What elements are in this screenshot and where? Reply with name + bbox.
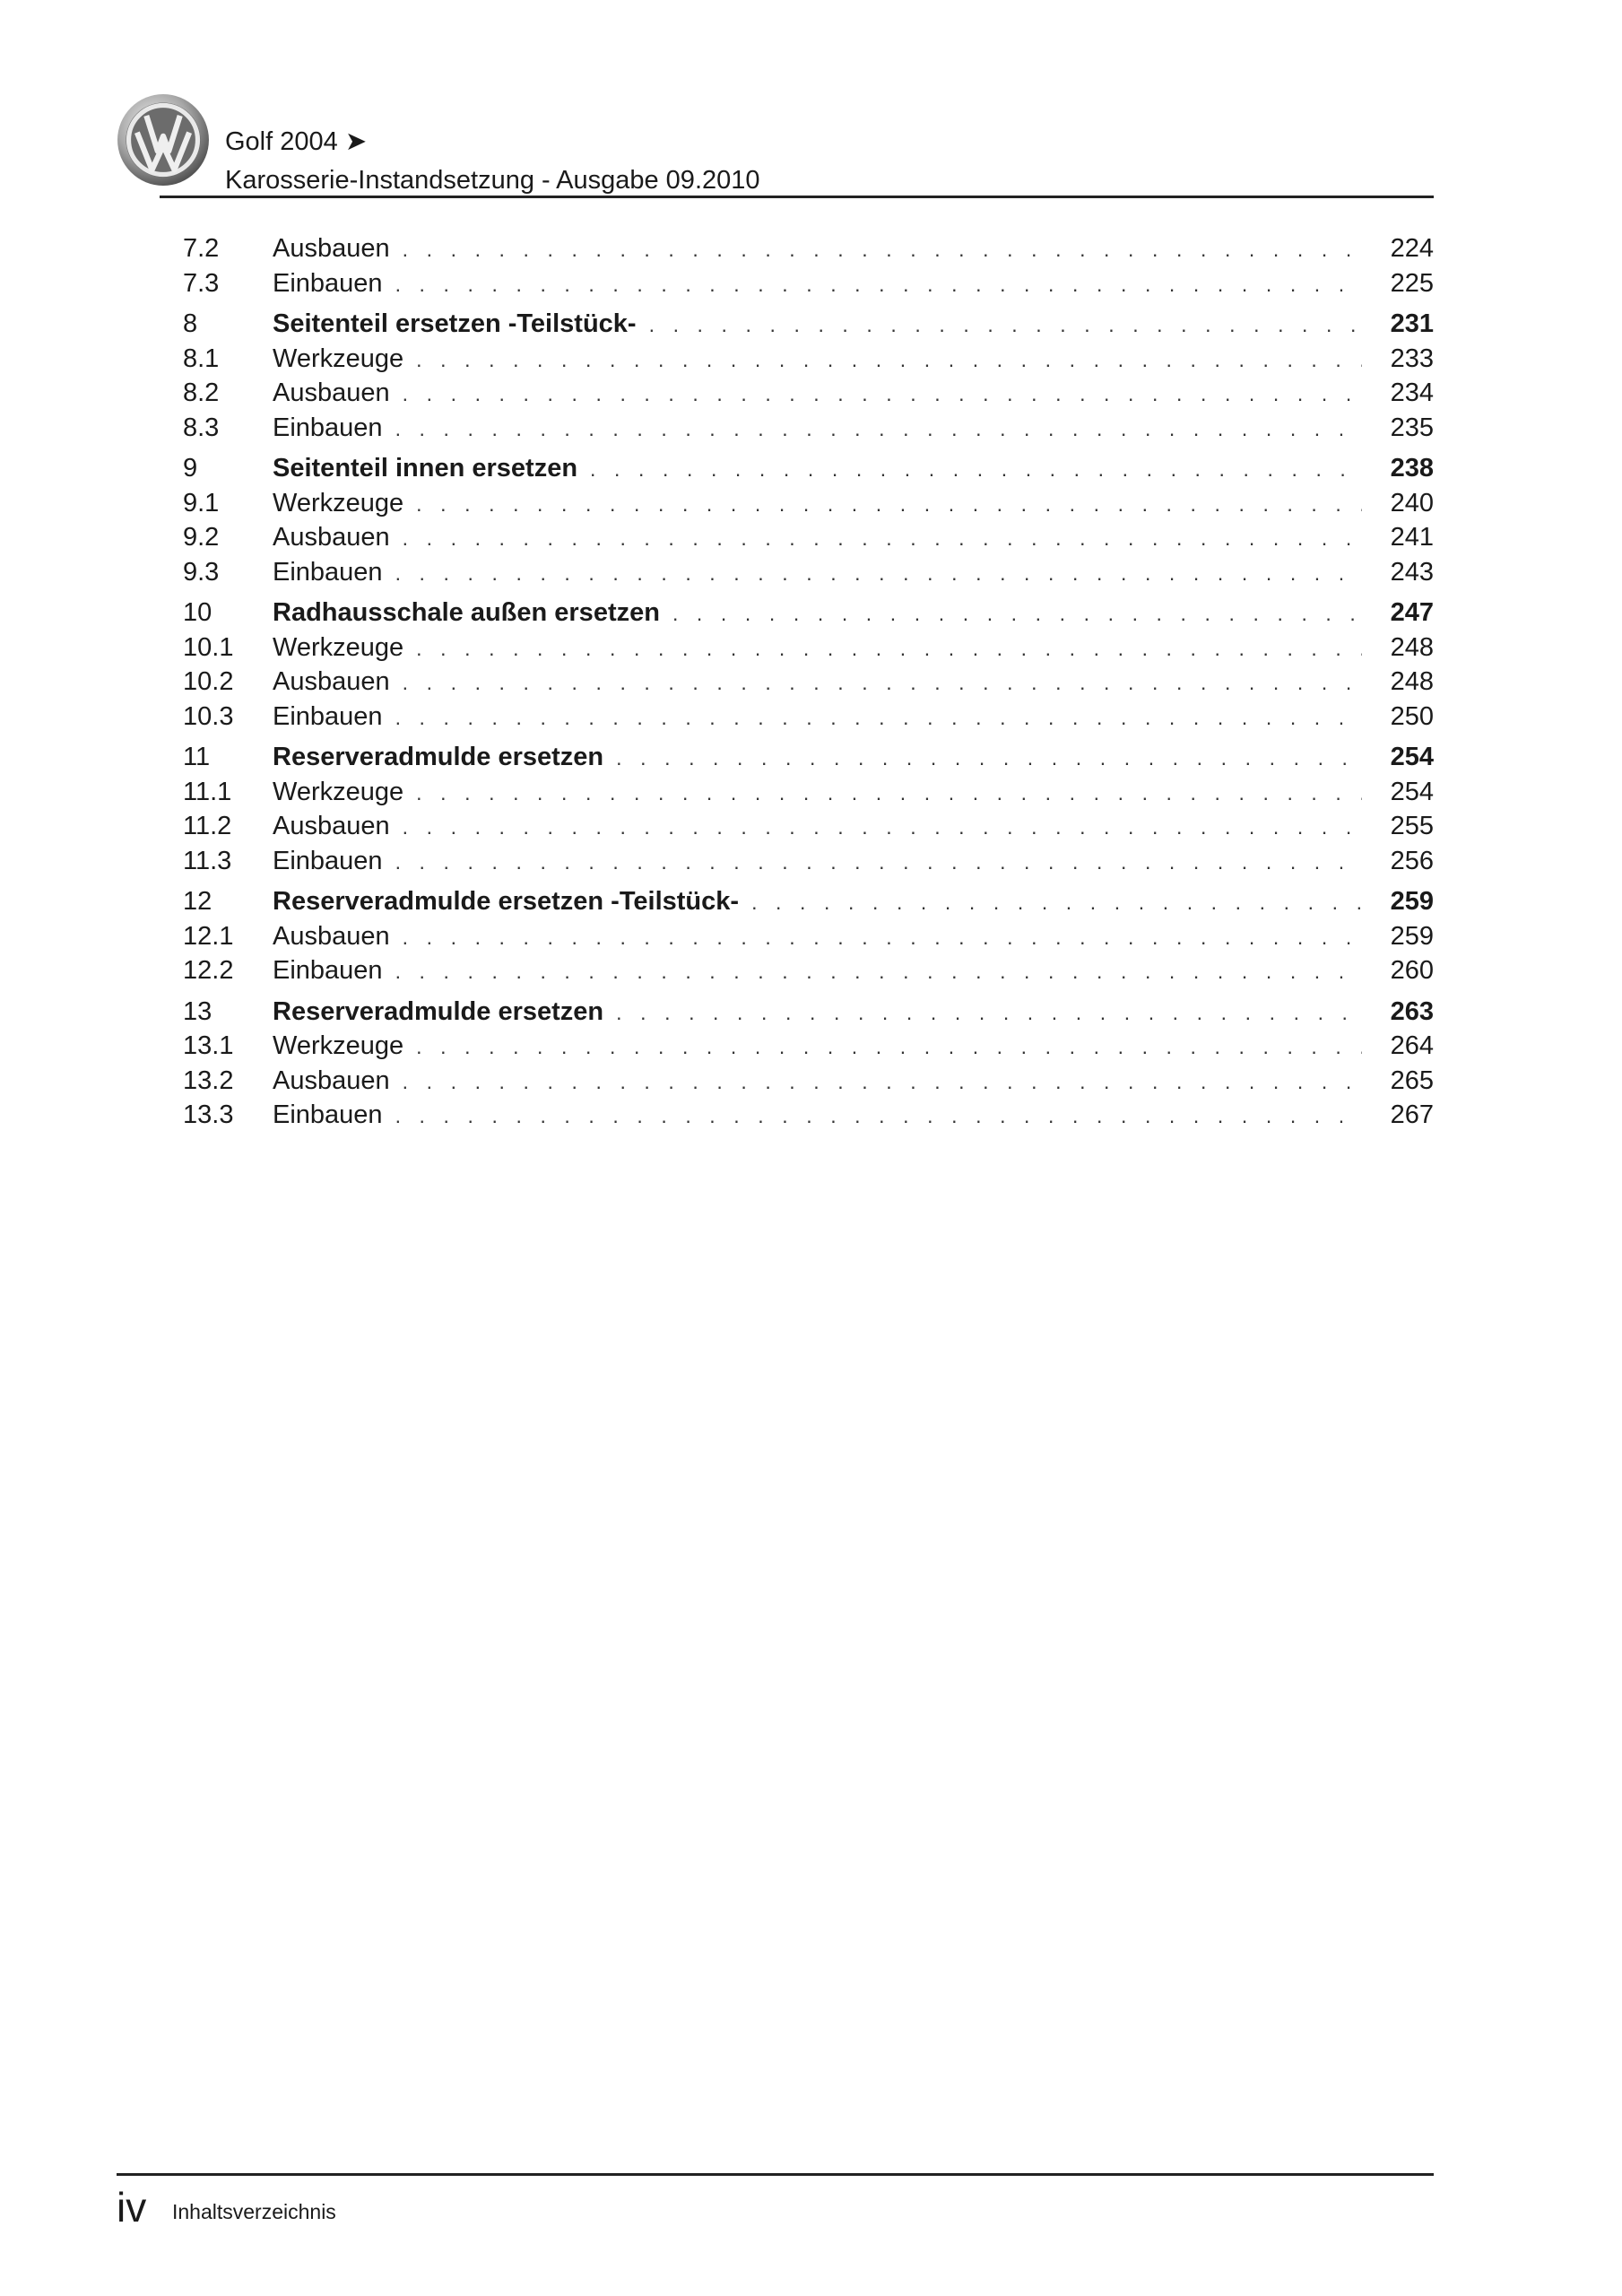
toc-entry-row[interactable] bbox=[183, 266, 1434, 301]
toc-entry-page[interactable]: 238 bbox=[1390, 454, 1434, 483]
toc-entry-row[interactable] bbox=[183, 555, 1434, 590]
toc-chapter-row[interactable] bbox=[183, 451, 1434, 486]
toc-chapter-row[interactable] bbox=[183, 884, 1434, 919]
toc-dot-leader bbox=[416, 631, 1362, 666]
toc-entry-title[interactable]: Einbauen bbox=[273, 268, 383, 298]
toc-entry-page[interactable]: 250 bbox=[1390, 701, 1434, 731]
toc-dot-leader bbox=[416, 343, 1362, 378]
toc-entry-page[interactable]: 256 bbox=[1390, 846, 1434, 875]
toc-entry-number: 13.1 bbox=[183, 1031, 234, 1060]
toc-entry-page[interactable]: 247 bbox=[1390, 598, 1434, 627]
header-divider bbox=[160, 196, 1434, 198]
toc-entry-number: 8 bbox=[183, 309, 198, 338]
footer-divider bbox=[117, 2173, 1434, 2176]
toc-entry-page[interactable]: 243 bbox=[1390, 557, 1434, 587]
toc-entry-title[interactable]: Reserveradmulde ersetzen bbox=[273, 743, 604, 771]
toc-entry-title[interactable]: Ausbauen bbox=[273, 378, 390, 407]
toc-entry-page[interactable]: 235 bbox=[1390, 413, 1434, 442]
toc-entry-title[interactable]: Einbauen bbox=[273, 701, 383, 731]
toc-entry-number: 8.2 bbox=[183, 378, 220, 407]
toc-dot-leader bbox=[416, 487, 1362, 522]
toc-entry-number: 12.1 bbox=[183, 921, 234, 951]
toc-entry-page[interactable]: 259 bbox=[1390, 887, 1434, 916]
toc-entry-title[interactable]: Werkzeuge bbox=[273, 488, 404, 517]
toc-entry-title[interactable]: Ausbauen bbox=[273, 1065, 390, 1095]
toc-entry-page[interactable]: 260 bbox=[1390, 956, 1434, 985]
toc-entry-title[interactable]: Einbauen bbox=[273, 413, 383, 442]
toc-entry-title[interactable]: Seitenteil ersetzen -Teilstück- bbox=[273, 309, 637, 338]
toc-entry-number: 7.3 bbox=[183, 268, 220, 298]
toc-entry-row[interactable] bbox=[183, 809, 1434, 844]
toc-dot-leader bbox=[403, 377, 1362, 412]
toc-entry-number: 9.1 bbox=[183, 488, 220, 517]
toc-entry-page[interactable]: 248 bbox=[1390, 632, 1434, 662]
toc-dot-leader bbox=[672, 596, 1362, 631]
toc-entry-row[interactable] bbox=[183, 342, 1434, 377]
toc-dot-leader bbox=[395, 954, 1362, 989]
toc-entry-title[interactable]: Ausbauen bbox=[273, 523, 390, 552]
toc-entry-page[interactable]: 233 bbox=[1390, 344, 1434, 373]
toc-dot-leader bbox=[403, 810, 1362, 845]
toc-chapter-row[interactable] bbox=[183, 596, 1434, 631]
toc-entry-page[interactable]: 267 bbox=[1390, 1100, 1434, 1129]
toc-entry-number: 12.2 bbox=[183, 956, 234, 985]
toc-entry-page[interactable]: 265 bbox=[1390, 1065, 1434, 1095]
header-model-line bbox=[225, 129, 367, 155]
toc-entry-title[interactable]: Einbauen bbox=[273, 557, 383, 587]
toc-entry-title[interactable]: Ausbauen bbox=[273, 812, 390, 840]
toc-dot-leader bbox=[403, 1065, 1362, 1100]
toc-dot-leader bbox=[616, 996, 1362, 1031]
toc-dot-leader bbox=[416, 776, 1362, 811]
toc-entry-title[interactable]: Einbauen bbox=[273, 956, 383, 985]
toc-dot-leader bbox=[395, 267, 1362, 302]
toc-entry-number: 9 bbox=[183, 454, 198, 483]
toc-entry-page[interactable]: 234 bbox=[1390, 378, 1434, 407]
toc-entry-title[interactable]: Einbauen bbox=[273, 846, 383, 875]
toc-entry-title[interactable]: Ausbauen bbox=[273, 667, 390, 696]
toc-entry-row[interactable] bbox=[183, 1098, 1434, 1133]
toc-chapter-row[interactable] bbox=[183, 995, 1434, 1030]
footer-page-number: iv bbox=[117, 2184, 147, 2231]
toc-entry-title[interactable]: Werkzeuge bbox=[273, 777, 404, 806]
arrow-right-icon: ➤ bbox=[344, 127, 368, 156]
toc-entry-row[interactable] bbox=[183, 520, 1434, 555]
toc-chapter-row[interactable] bbox=[183, 740, 1434, 775]
toc-entry-number: 10 bbox=[183, 598, 213, 627]
toc-entry-number: 9.2 bbox=[183, 523, 220, 552]
toc-entry-number: 13.3 bbox=[183, 1100, 234, 1129]
toc-entry-title[interactable]: Werkzeuge bbox=[273, 632, 404, 662]
toc-entry-page[interactable]: 264 bbox=[1390, 1031, 1434, 1060]
toc-dot-leader bbox=[616, 741, 1362, 776]
toc-entry-title[interactable]: Ausbauen bbox=[273, 234, 390, 263]
toc-chapter-row[interactable] bbox=[183, 307, 1434, 342]
toc-dot-leader bbox=[395, 1099, 1362, 1134]
toc-entry-title[interactable]: Reserveradmulde ersetzen -Teilstück- bbox=[273, 887, 740, 916]
toc-entry-title[interactable]: Radhausschale außen ersetzen bbox=[273, 598, 660, 627]
toc-dot-leader bbox=[403, 920, 1362, 955]
toc-entry-number: 10.1 bbox=[183, 632, 234, 662]
toc-entry-number: 11.3 bbox=[183, 846, 232, 875]
toc-entry-page[interactable]: 263 bbox=[1390, 996, 1434, 1026]
toc-entry-row[interactable] bbox=[183, 844, 1434, 879]
toc-entry-number: 7.2 bbox=[183, 234, 220, 263]
toc-entry-title[interactable]: Reserveradmulde ersetzen bbox=[273, 996, 604, 1026]
toc-dot-leader bbox=[395, 556, 1362, 591]
header-model: Golf 2004 bbox=[225, 127, 338, 156]
toc-entry-title[interactable]: Werkzeuge bbox=[273, 1031, 404, 1060]
toc-entry-row[interactable] bbox=[183, 376, 1434, 411]
vw-logo-icon bbox=[117, 93, 210, 187]
toc-entry-row[interactable] bbox=[183, 231, 1434, 266]
toc-dot-leader bbox=[403, 665, 1362, 700]
toc-dot-leader bbox=[590, 452, 1362, 487]
toc-entry-row[interactable] bbox=[183, 919, 1434, 954]
toc-entry-page[interactable]: 255 bbox=[1390, 812, 1434, 840]
toc-entry-number: 10.3 bbox=[183, 701, 234, 731]
toc-entry-number: 9.3 bbox=[183, 557, 220, 587]
toc-entry-row[interactable] bbox=[183, 700, 1434, 735]
toc-entry-page[interactable]: 254 bbox=[1390, 743, 1434, 771]
toc-entry-number: 11.1 bbox=[183, 777, 232, 806]
toc-dot-leader bbox=[403, 521, 1362, 556]
table-of-contents bbox=[183, 231, 1434, 1133]
header-subtitle: Karosserie-Instandsetzung - Ausgabe 09.2010 bbox=[225, 166, 760, 195]
toc-entry-page[interactable]: 240 bbox=[1390, 488, 1434, 517]
toc-entry-row[interactable] bbox=[183, 665, 1434, 700]
toc-entry-number: 13.2 bbox=[183, 1065, 234, 1095]
toc-entry-number: 8.3 bbox=[183, 413, 220, 442]
toc-entry-page[interactable]: 259 bbox=[1390, 921, 1434, 951]
toc-entry-number: 11 bbox=[183, 743, 211, 771]
toc-entry-row[interactable] bbox=[183, 631, 1434, 665]
toc-entry-page[interactable]: 231 bbox=[1390, 309, 1434, 338]
toc-entry-title[interactable]: Seitenteil innen ersetzen bbox=[273, 454, 578, 483]
toc-dot-leader bbox=[649, 308, 1362, 343]
toc-entry-number: 8.1 bbox=[183, 344, 220, 373]
toc-entry-page[interactable]: 254 bbox=[1390, 777, 1434, 806]
toc-dot-leader bbox=[751, 885, 1362, 920]
toc-dot-leader bbox=[416, 1030, 1362, 1065]
toc-dot-leader bbox=[395, 412, 1362, 447]
toc-dot-leader bbox=[395, 845, 1362, 880]
toc-entry-title[interactable]: Werkzeuge bbox=[273, 344, 404, 373]
toc-entry-page[interactable]: 225 bbox=[1390, 268, 1434, 298]
toc-entry-page[interactable]: 248 bbox=[1390, 667, 1434, 696]
toc-entry-row[interactable] bbox=[183, 775, 1434, 810]
footer-section-title: Inhaltsverzeichnis bbox=[172, 2200, 336, 2223]
toc-entry-number: 10.2 bbox=[183, 667, 234, 696]
toc-entry-page[interactable]: 224 bbox=[1390, 234, 1434, 263]
toc-entry-title[interactable]: Einbauen bbox=[273, 1100, 383, 1129]
toc-entry-page[interactable]: 241 bbox=[1390, 523, 1434, 552]
toc-entry-number: 12 bbox=[183, 887, 213, 916]
toc-entry-number: 11.2 bbox=[183, 812, 232, 840]
toc-entry-number: 13 bbox=[183, 996, 213, 1026]
toc-entry-title[interactable]: Ausbauen bbox=[273, 921, 390, 951]
toc-entry-row[interactable] bbox=[183, 953, 1434, 988]
toc-entry-row[interactable] bbox=[183, 1064, 1434, 1099]
toc-dot-leader bbox=[395, 700, 1362, 735]
toc-entry-row[interactable] bbox=[183, 411, 1434, 446]
toc-dot-leader bbox=[403, 232, 1362, 267]
toc-entry-row[interactable] bbox=[183, 1029, 1434, 1064]
toc-entry-row[interactable] bbox=[183, 486, 1434, 521]
